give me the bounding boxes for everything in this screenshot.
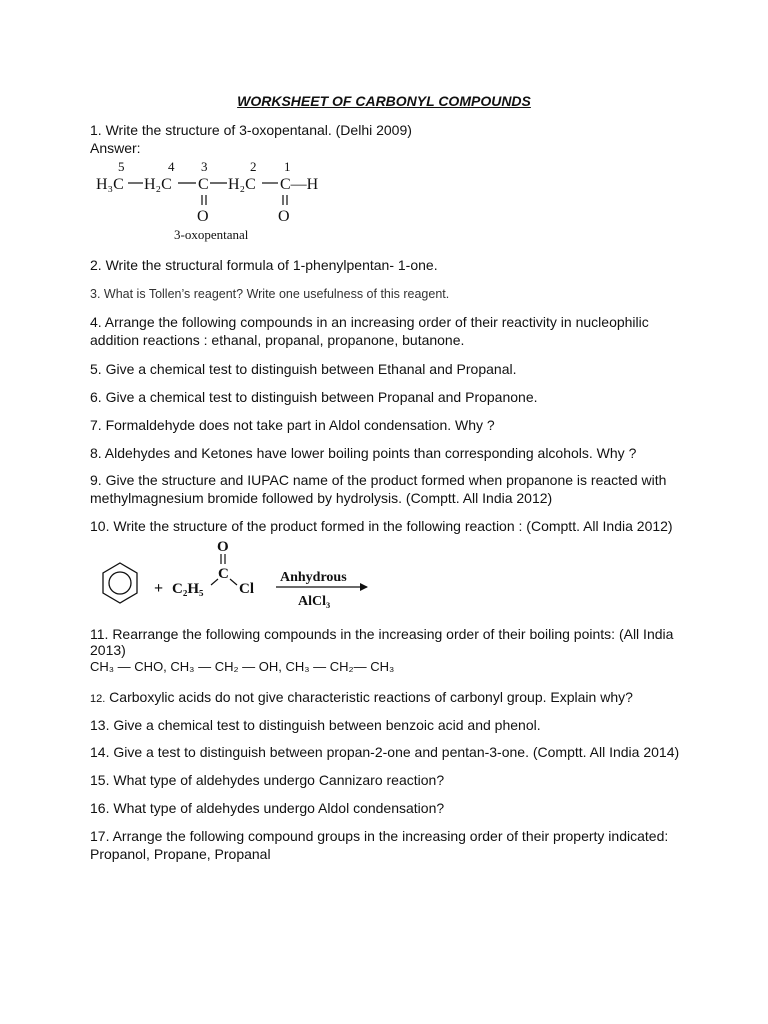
question-17: 17. Arrange the following compound groups in the increasing order of their property indicated: [90, 828, 669, 844]
reagent-alcl3: AlCl₃ [298, 594, 331, 609]
structure-3-oxopentanal [88, 155, 348, 245]
structure-caption: 3-oxopentanal [174, 227, 249, 242]
question-8: 8. Aldehydes and Ketones have lower boiling points than corresponding alcohols. Why ? [90, 445, 637, 461]
question-10: 10. Write the structure of the product formed in the following reaction : (Comptt. All India 2012) [90, 518, 673, 534]
question-17-compounds: Propanol, Propane, Propanal [90, 846, 271, 862]
question-11: 11. Rearrange the following compounds in the increasing order of their boiling points: (All India [90, 626, 674, 642]
oxygen-c1: O [278, 208, 290, 225]
question-9: 9. Give the structure and IUPAC name of the product formed when propanone is reacted with methylmagnesium bromide followed by hydrolysis. (Comptt. All India 2012) [90, 472, 667, 506]
bond-ethyl-carbon [211, 579, 218, 585]
reaction-arrow-head [360, 583, 368, 591]
answer-label: Answer: [90, 140, 141, 156]
question-11-compounds: CH₃ — CHO, CH₃ — CH₂ — OH, CH₃ — CH₂— CH₃ [90, 659, 395, 674]
chlorine-atom: Cl [239, 581, 254, 597]
carbon-number-5: 5 [118, 159, 125, 174]
question-6: 6. Give a chemical test to distinguish between Propanal and Propanone. [90, 389, 538, 405]
plus-sign: + [154, 580, 164, 597]
ethyl-group: C₂H₅ [172, 581, 204, 597]
question-5: 5. Give a chemical test to distinguish between Ethanal and Propanal. [90, 361, 517, 377]
question-12-number: 12. [90, 693, 106, 705]
group-h3c: H₃C [96, 176, 124, 193]
carbon-number-1: 1 [284, 159, 291, 174]
question-7: 7. Formaldehyde does not take part in Aldol condensation. Why ? [90, 417, 495, 433]
worksheet-title: WORKSHEET OF CARBONYL COMPOUNDS [237, 93, 531, 109]
carbon-number-2: 2 [250, 159, 257, 174]
question-14: 14. Give a test to distinguish between propan-2-one and pentan-3-one. (Comptt. All India 2014) [90, 744, 680, 760]
question-3: 3. What is Tollen’s reagent? Write one usefulness of this reagent. [90, 287, 450, 301]
question-16: 16. What type of aldehydes undergo Aldol condensation? [90, 800, 445, 816]
question-15: 15. What type of aldehydes undergo Cannizaro reaction? [90, 772, 445, 788]
bond-carbon-chlorine [230, 579, 237, 585]
reaction-scheme-q10 [90, 535, 390, 620]
group-h2c-4: H₂C [144, 176, 172, 193]
question-4: 4. Arrange the following compounds in an increasing order of their reactivity in nucleophilic addition reactions : ethanal, propanal, propanone, butanone. [90, 314, 649, 348]
question-12-text: Carboxylic acids do not give characteristic reactions of carbonyl group. Explain why? [105, 689, 633, 705]
group-ch-1: C—H [280, 176, 319, 193]
reagent-anhydrous: Anhydrous [280, 570, 347, 585]
question-12 [90, 688, 690, 708]
carbonyl-carbon: C [218, 566, 229, 582]
oxygen-c3: O [197, 208, 209, 225]
question-1: 1. Write the structure of 3-oxopentanal. (Delhi 2009) [90, 122, 412, 138]
question-13: 13. Give a chemical test to distinguish between benzoic acid and phenol. [90, 717, 541, 733]
benzene-ring [103, 563, 137, 603]
question-11-year: 2013) [90, 642, 126, 658]
group-c-3: C [198, 176, 209, 193]
question-2: 2. Write the structural formula of 1-phenylpentan- 1-one. [90, 257, 438, 273]
carbon-number-4: 4 [168, 159, 175, 174]
group-h2c-2: H₂C [228, 176, 256, 193]
carbon-number-3: 3 [201, 159, 208, 174]
carbonyl-oxygen: O [217, 539, 229, 555]
